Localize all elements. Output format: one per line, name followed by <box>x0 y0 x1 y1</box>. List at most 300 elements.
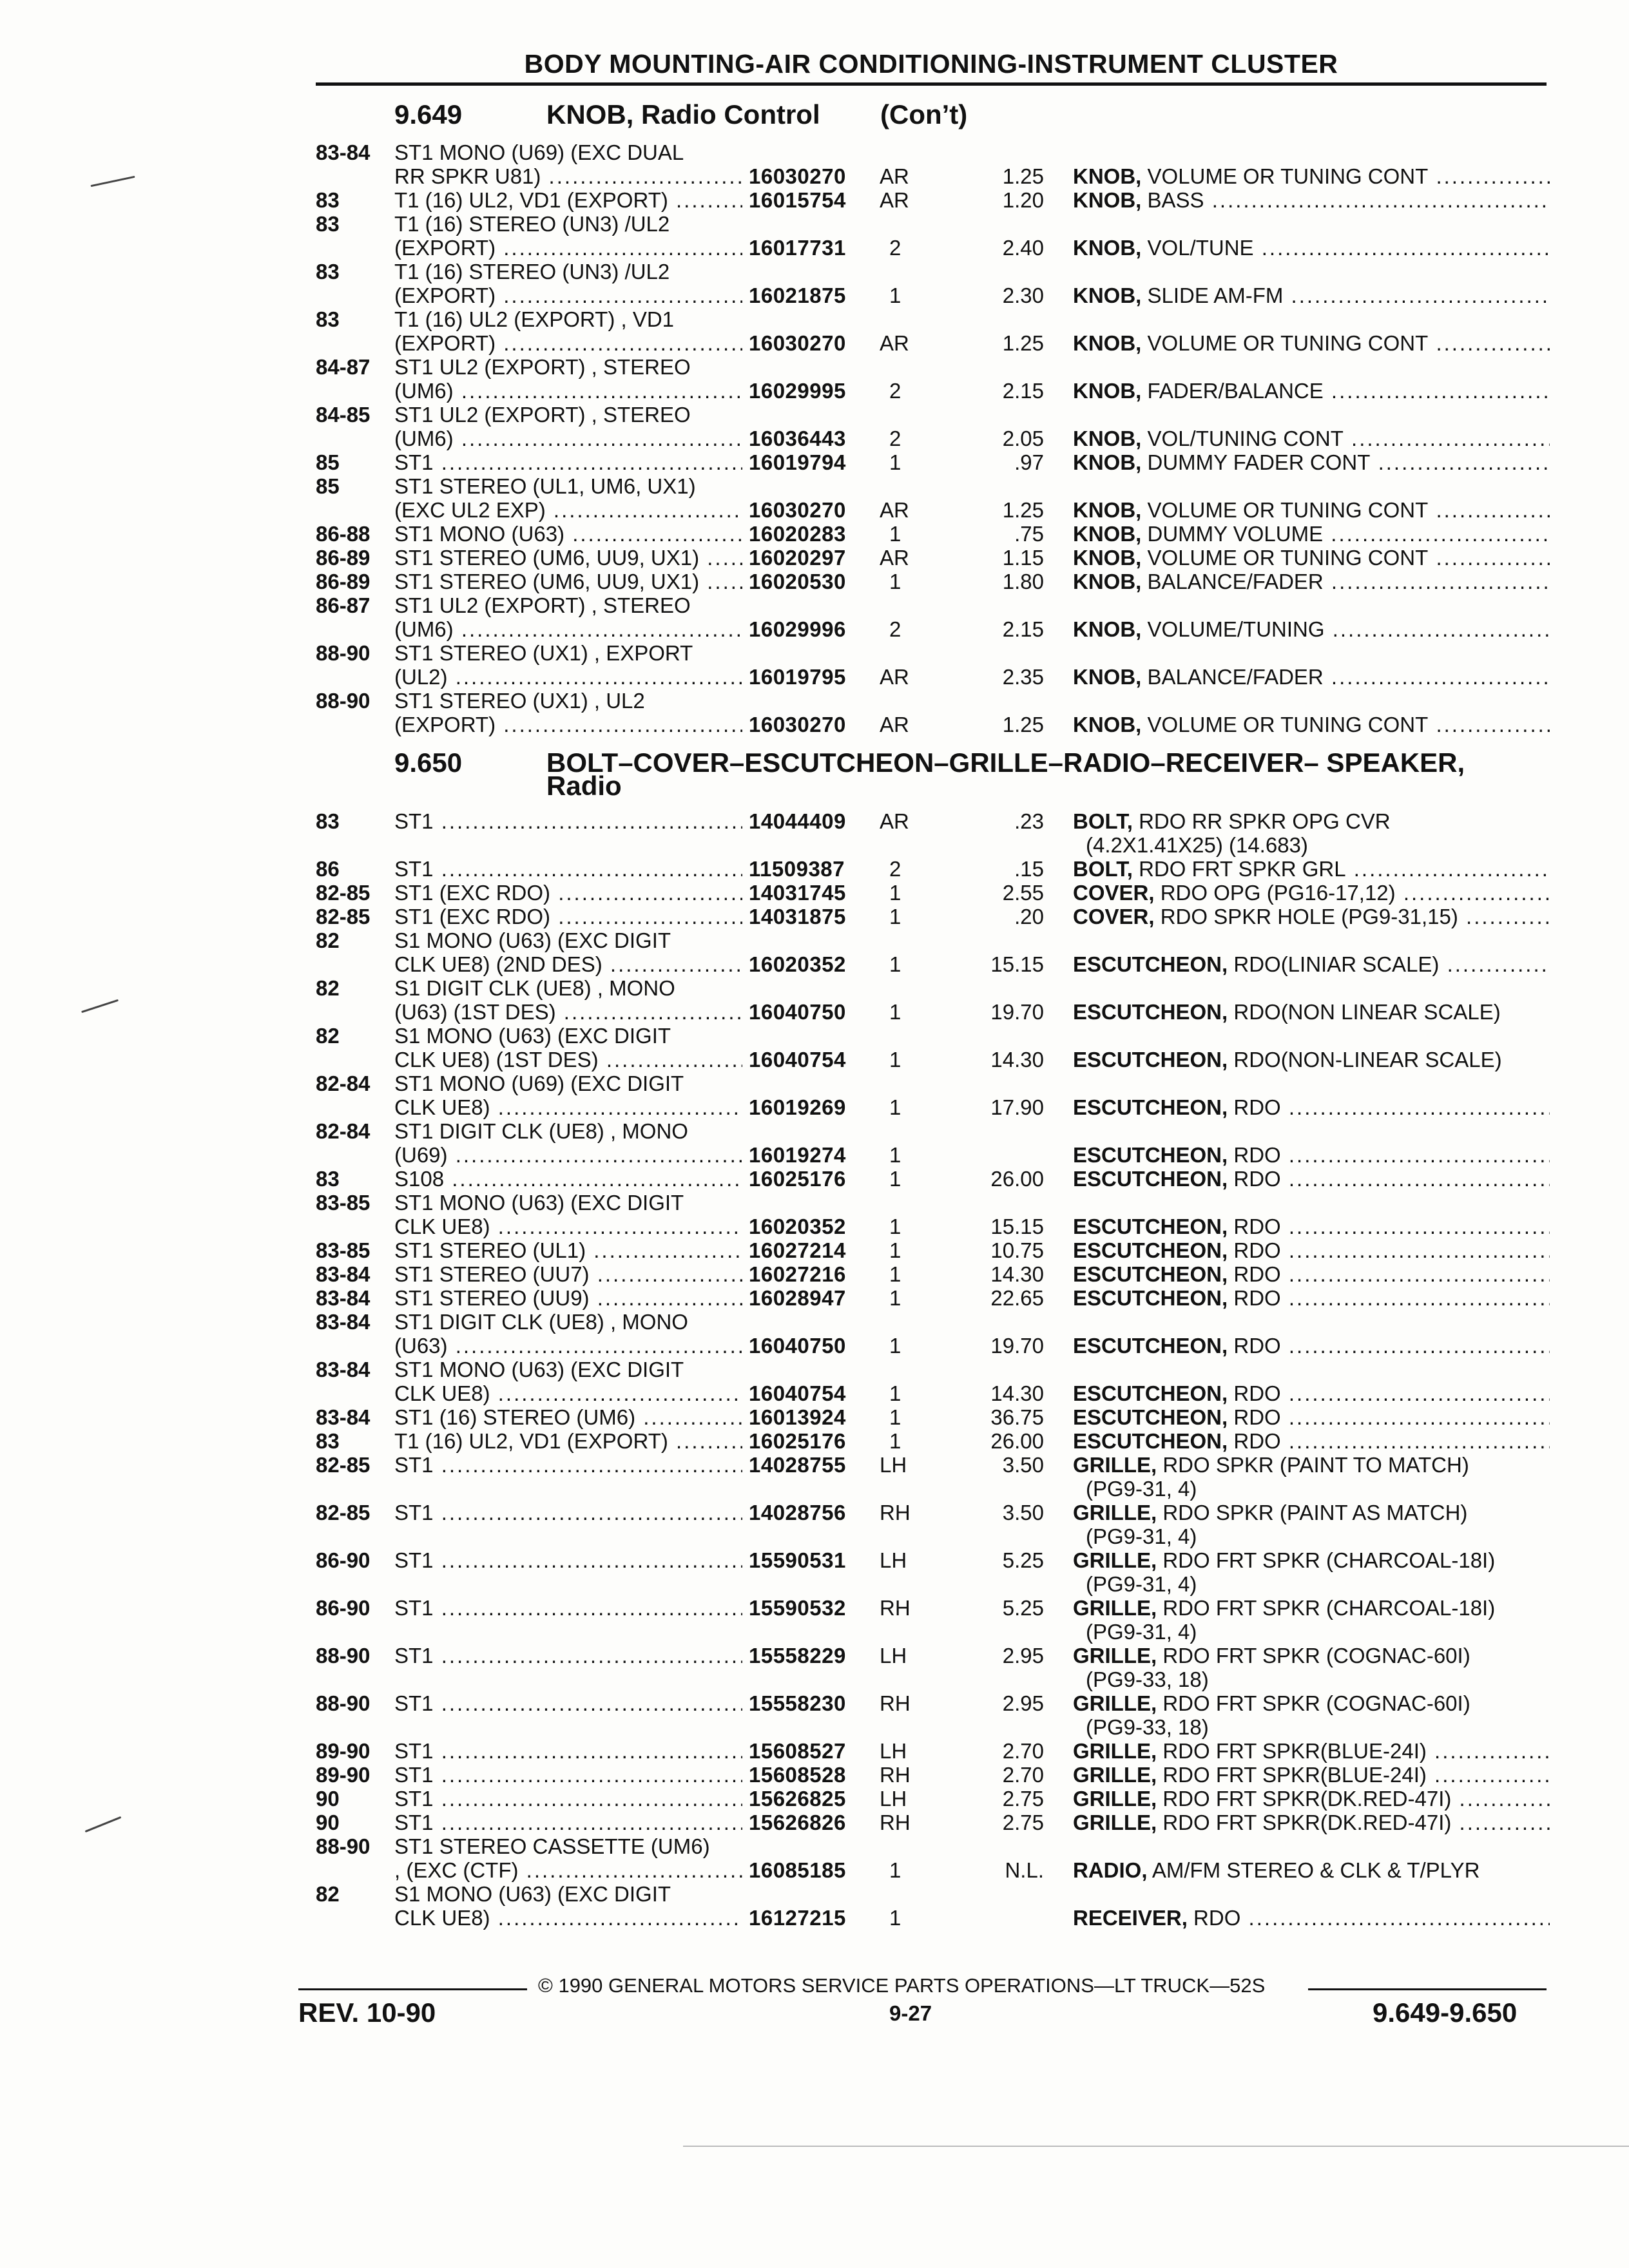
model-year: 83-84 <box>316 1286 371 1310</box>
quantity: 2 <box>889 617 901 641</box>
table-row <box>0 570 1629 593</box>
part-category: KNOB, <box>1073 570 1142 593</box>
part-number: 14028756 <box>749 1501 846 1524</box>
list-price: 2.30 <box>1002 284 1044 307</box>
table-row <box>0 1596 1629 1620</box>
part-description: RDO(NON-LINEAR SCALE) <box>1233 1048 1502 1072</box>
application-desc: (UL2) ..... <box>394 665 742 689</box>
application-desc: T1 (16) STEREO (UN3) /UL2 <box>394 212 670 236</box>
part-category: COVER, <box>1073 905 1155 928</box>
table-row <box>0 881 1629 905</box>
part-name <box>1073 1381 1550 1405</box>
part-description: RDO FRT SPKR (CHARCOAL-18I) <box>1162 1596 1496 1620</box>
part-category: ESCUTCHEON, <box>1073 1143 1228 1167</box>
part-category: KNOB, <box>1073 427 1142 450</box>
model-year: 88-90 <box>316 641 371 665</box>
application-desc: ST1 STEREO (UU7) ..... <box>394 1262 742 1286</box>
quantity: AR <box>880 188 909 212</box>
part-number: 14028755 <box>749 1453 846 1477</box>
list-price: 26.00 <box>990 1429 1044 1453</box>
header-rule <box>316 82 1547 86</box>
list-price: 19.70 <box>990 1000 1044 1024</box>
quantity: 1 <box>889 1405 901 1429</box>
table-row <box>0 284 1629 307</box>
table-row <box>0 355 1629 379</box>
list-price: .20 <box>1014 905 1044 928</box>
table-row <box>0 1143 1629 1167</box>
table-row <box>0 427 1629 450</box>
application-desc: ST1 STEREO (UL1) ..... <box>394 1238 742 1262</box>
model-year: 82-84 <box>316 1072 371 1095</box>
part-name <box>1073 1334 1550 1358</box>
part-description: (PG9-31, 4) <box>1086 1620 1197 1644</box>
table-row <box>0 1381 1629 1405</box>
application-desc: ST1 DIGIT CLK (UE8) , MONO <box>394 1119 688 1143</box>
model-year: 86-89 <box>316 570 371 593</box>
application-desc: S1 DIGIT CLK (UE8) , MONO <box>394 976 675 1000</box>
quantity: 1 <box>889 1262 901 1286</box>
part-description: (PG9-33, 18) <box>1086 1667 1209 1691</box>
application-desc: S1 MONO (U63) (EXC DIGIT <box>394 1024 671 1048</box>
part-name <box>1073 905 1550 928</box>
list-price: 14.30 <box>990 1048 1044 1072</box>
part-description: VOL/TUNE <box>1147 236 1254 260</box>
quantity: 1 <box>889 881 901 905</box>
list-price: 15.15 <box>990 1215 1044 1238</box>
model-year: 83-85 <box>316 1238 371 1262</box>
table-row <box>0 1358 1629 1381</box>
application-desc: ST1 (EXC RDO) ..... <box>394 881 742 905</box>
quantity: 2 <box>889 236 901 260</box>
list-price: 2.15 <box>1002 617 1044 641</box>
part-description: VOLUME OR TUNING CONT <box>1147 546 1429 570</box>
application-desc: ST1 ..... <box>394 1787 742 1811</box>
list-price: 2.40 <box>1002 236 1044 260</box>
quantity: LH <box>880 1644 907 1667</box>
list-price: 5.25 <box>1002 1548 1044 1572</box>
part-number: 16020352 <box>749 952 846 976</box>
table-row <box>0 450 1629 474</box>
part-number: 11509387 <box>749 857 845 881</box>
table-row <box>0 1667 1629 1691</box>
part-number: 16020297 <box>749 546 846 570</box>
application-desc: ST1 MONO (U63) (EXC DIGIT <box>394 1358 684 1381</box>
part-name <box>1073 236 1550 260</box>
part-description: RDO <box>1233 1167 1281 1191</box>
table-row <box>0 140 1629 164</box>
part-description: RDO RR SPKR OPG CVR <box>1139 809 1391 833</box>
part-category: BOLT, <box>1073 809 1133 833</box>
application-desc: (EXPORT) ..... <box>394 236 742 260</box>
model-year: 82 <box>316 1882 340 1906</box>
model-year: 86-89 <box>316 546 371 570</box>
section-name: KNOB, Radio Control <box>546 99 820 130</box>
model-year: 86-87 <box>316 593 371 617</box>
part-name <box>1073 1215 1550 1238</box>
quantity: AR <box>880 713 909 736</box>
part-category: KNOB, <box>1073 617 1142 641</box>
table-row <box>0 260 1629 284</box>
list-price: 26.00 <box>990 1167 1044 1191</box>
part-category: GRILLE, <box>1073 1644 1157 1667</box>
list-price: 1.25 <box>1002 164 1044 188</box>
part-description: RDO FRT SPKR GRL <box>1139 857 1346 881</box>
part-number: 16127215 <box>749 1906 846 1930</box>
part-name <box>1073 379 1550 403</box>
part-category: ESCUTCHEON, <box>1073 1429 1228 1453</box>
quantity: 1 <box>889 1381 901 1405</box>
list-price: 17.90 <box>990 1095 1044 1119</box>
part-name <box>1073 331 1550 355</box>
model-year: 82-85 <box>316 881 371 905</box>
application-desc: ST1 ..... <box>394 1548 742 1572</box>
model-year: 84-85 <box>316 403 371 427</box>
application-desc: ST1 ..... <box>394 1596 742 1620</box>
part-name <box>1073 1906 1550 1930</box>
part-description: BALANCE/FADER <box>1147 665 1324 689</box>
part-number: 16015754 <box>749 188 846 212</box>
part-description: DUMMY FADER CONT <box>1147 450 1371 474</box>
part-name <box>1073 1644 1550 1667</box>
part-description: RDO OPG (PG16-17,12) <box>1160 881 1396 905</box>
table-row <box>0 1858 1629 1882</box>
part-name <box>1073 450 1550 474</box>
part-number: 16020530 <box>749 570 846 593</box>
part-description: RDO <box>1233 1095 1281 1119</box>
quantity: 2 <box>889 857 901 881</box>
table-row <box>0 689 1629 713</box>
part-description: VOLUME OR TUNING CONT <box>1147 331 1429 355</box>
application-desc: CLK UE8) ..... <box>394 1215 742 1238</box>
quantity: 1 <box>889 1286 901 1310</box>
application-desc: CLK UE8) (2ND DES) ..... <box>394 952 742 976</box>
part-description: BASS <box>1147 188 1204 212</box>
part-category: ESCUTCHEON, <box>1073 1215 1228 1238</box>
quantity: 1 <box>889 1429 901 1453</box>
application-desc: CLK UE8) ..... <box>394 1381 742 1405</box>
application-desc: ST1 (EXC RDO) ..... <box>394 905 742 928</box>
part-description: RDO FRT SPKR(DK.RED-47I) <box>1162 1811 1452 1834</box>
quantity: 1 <box>889 1238 901 1262</box>
part-number: 16030270 <box>749 713 846 736</box>
table-row <box>0 833 1629 857</box>
quantity: 2 <box>889 427 901 450</box>
part-number: 16027214 <box>749 1238 846 1262</box>
application-desc: S108 ..... <box>394 1167 742 1191</box>
part-description: AM/FM STEREO & CLK & T/PLYR <box>1152 1858 1480 1882</box>
part-category: KNOB, <box>1073 498 1142 522</box>
model-year: 83 <box>316 260 340 284</box>
quantity: 1 <box>889 1048 901 1072</box>
part-category: KNOB, <box>1073 164 1142 188</box>
table-row <box>0 1191 1629 1215</box>
part-number: 15608527 <box>749 1739 846 1763</box>
part-description: VOLUME/TUNING <box>1147 617 1325 641</box>
application-desc: T1 (16) UL2 (EXPORT) , VD1 <box>394 307 675 331</box>
model-year: 84-87 <box>316 355 371 379</box>
model-year: 82-85 <box>316 905 371 928</box>
table-row <box>0 307 1629 331</box>
part-description: FADER/BALANCE <box>1147 379 1324 403</box>
table-row <box>0 1215 1629 1238</box>
model-year: 82-84 <box>316 1119 371 1143</box>
part-number: 16029995 <box>749 379 846 403</box>
application-desc: ST1 DIGIT CLK (UE8) , MONO <box>394 1310 688 1334</box>
part-number: 15608528 <box>749 1763 846 1787</box>
quantity: 1 <box>889 905 901 928</box>
table-row <box>0 1286 1629 1310</box>
model-year: 88-90 <box>316 1644 371 1667</box>
footer-rule-left <box>298 1988 527 1990</box>
quantity: LH <box>880 1548 907 1572</box>
part-number: 16036443 <box>749 427 846 450</box>
list-price: 19.70 <box>990 1334 1044 1358</box>
list-price: .97 <box>1014 450 1044 474</box>
application-desc: ST1 ..... <box>394 1453 742 1477</box>
section-name-continued: Radio <box>546 771 622 801</box>
table-row <box>0 498 1629 522</box>
table-row <box>0 641 1629 665</box>
table-row <box>0 474 1629 498</box>
model-year: 89-90 <box>316 1739 371 1763</box>
table-row <box>0 1095 1629 1119</box>
section-title-9-649 <box>394 99 1554 131</box>
part-name <box>1073 1739 1550 1763</box>
part-description: VOL/TUNING CONT <box>1147 427 1344 450</box>
part-description: VOLUME OR TUNING CONT <box>1147 498 1429 522</box>
model-year: 89-90 <box>316 1763 371 1787</box>
application-desc: S1 MONO (U63) (EXC DIGIT <box>394 1882 671 1906</box>
part-name <box>1073 1405 1550 1429</box>
model-year: 83-84 <box>316 1262 371 1286</box>
part-name <box>1086 1572 1563 1596</box>
part-category: ESCUTCHEON, <box>1073 1405 1228 1429</box>
part-number: 14044409 <box>749 809 846 833</box>
quantity: AR <box>880 331 909 355</box>
part-number: 16029996 <box>749 617 846 641</box>
part-category: KNOB, <box>1073 284 1142 307</box>
part-category: KNOB, <box>1073 713 1142 736</box>
part-category: KNOB, <box>1073 522 1142 546</box>
part-number: 16030270 <box>749 331 846 355</box>
table-row <box>0 1548 1629 1572</box>
part-category: GRILLE, <box>1073 1787 1157 1811</box>
part-description: VOLUME OR TUNING CONT <box>1147 164 1429 188</box>
table-row <box>0 1524 1629 1548</box>
list-price: 22.65 <box>990 1286 1044 1310</box>
application-desc: T1 (16) UL2, VD1 (EXPORT) ..... <box>394 188 742 212</box>
application-desc: ST1 STEREO (UX1) , UL2 <box>394 689 645 713</box>
table-row <box>0 1620 1629 1644</box>
part-name <box>1073 570 1550 593</box>
quantity: 2 <box>889 379 901 403</box>
table-row <box>0 1691 1629 1715</box>
model-year: 82 <box>316 1024 340 1048</box>
part-description: RDO SPKR (PAINT AS MATCH) <box>1162 1501 1468 1524</box>
model-year: 82-85 <box>316 1453 371 1477</box>
list-price: 1.15 <box>1002 546 1044 570</box>
table-row <box>0 1572 1629 1596</box>
application-desc: (U69) ..... <box>394 1143 742 1167</box>
part-category: KNOB, <box>1073 546 1142 570</box>
table-row <box>0 1405 1629 1429</box>
application-desc: ST1 (16) STEREO (UM6) ..... <box>394 1405 742 1429</box>
list-price: 1.25 <box>1002 498 1044 522</box>
part-description: RDO(LINIAR SCALE) <box>1233 952 1440 976</box>
part-category: ESCUTCHEON, <box>1073 1334 1228 1358</box>
part-number: 16040754 <box>749 1048 846 1072</box>
part-number: 16021875 <box>749 284 846 307</box>
part-number: 16085185 <box>749 1858 846 1882</box>
quantity: 1 <box>889 284 901 307</box>
application-desc: ST1 STEREO (UM6, UU9, UX1) ..... <box>394 570 742 593</box>
part-description: SLIDE AM-FM <box>1147 284 1284 307</box>
section-number: 9.650 <box>394 747 463 778</box>
application-desc: T1 (16) UL2, VD1 (EXPORT) ..... <box>394 1429 742 1453</box>
quantity: 1 <box>889 450 901 474</box>
list-price: 14.30 <box>990 1381 1044 1405</box>
part-number: 16028947 <box>749 1286 846 1310</box>
quantity: LH <box>880 1739 907 1763</box>
part-description: (PG9-33, 18) <box>1086 1715 1209 1739</box>
application-desc: ST1 STEREO (UM6, UU9, UX1) ..... <box>394 546 742 570</box>
table-row <box>0 546 1629 570</box>
table-row <box>0 1048 1629 1072</box>
section-continued: (Con’t) <box>880 99 968 130</box>
model-year: 88-90 <box>316 1834 371 1858</box>
application-desc: (EXPORT) ..... <box>394 713 742 736</box>
part-name <box>1073 1858 1550 1882</box>
part-number: 15626825 <box>749 1787 846 1811</box>
application-desc: (EXPORT) ..... <box>394 284 742 307</box>
part-category: ESCUTCHEON, <box>1073 1238 1228 1262</box>
part-name <box>1073 164 1550 188</box>
part-description: RDO(NON LINEAR SCALE) <box>1233 1000 1501 1024</box>
part-name <box>1073 665 1550 689</box>
table-row <box>0 952 1629 976</box>
application-desc: ST1 STEREO (UU9) ..... <box>394 1286 742 1310</box>
part-name <box>1073 1811 1550 1834</box>
application-desc: RR SPKR U81) ..... <box>394 164 742 188</box>
part-name <box>1073 713 1550 736</box>
part-description: RDO FRT SPKR (COGNAC-60I) <box>1162 1691 1470 1715</box>
table-row <box>0 379 1629 403</box>
list-price: 2.70 <box>1002 1763 1044 1787</box>
table-row <box>0 1906 1629 1930</box>
part-category: ESCUTCHEON, <box>1073 1262 1228 1286</box>
part-category: ESCUTCHEON, <box>1073 1286 1228 1310</box>
part-name <box>1073 522 1550 546</box>
part-category: GRILLE, <box>1073 1596 1157 1620</box>
part-number: 14031875 <box>749 905 846 928</box>
model-year: 90 <box>316 1787 340 1811</box>
list-price: 2.75 <box>1002 1787 1044 1811</box>
part-name <box>1073 1548 1550 1572</box>
quantity: 1 <box>889 522 901 546</box>
part-name <box>1073 284 1550 307</box>
table-row <box>0 1310 1629 1334</box>
part-name <box>1073 1763 1550 1787</box>
application-desc: S1 MONO (U63) (EXC DIGIT <box>394 928 671 952</box>
list-price: 2.95 <box>1002 1691 1044 1715</box>
table-row <box>0 1715 1629 1739</box>
quantity: RH <box>880 1596 911 1620</box>
part-category: GRILLE, <box>1073 1811 1157 1834</box>
part-category: KNOB, <box>1073 379 1142 403</box>
part-category: KNOB, <box>1073 331 1142 355</box>
part-category: COVER, <box>1073 881 1155 905</box>
part-name <box>1073 1143 1550 1167</box>
table-row <box>0 1262 1629 1286</box>
quantity: 1 <box>889 952 901 976</box>
model-year: 90 <box>316 1811 340 1834</box>
part-name <box>1073 427 1550 450</box>
section-title-9-650 <box>394 747 1554 805</box>
application-desc: (EXC UL2 EXP) ..... <box>394 498 742 522</box>
model-year: 83 <box>316 307 340 331</box>
table-row <box>0 976 1629 1000</box>
part-description: RDO FRT SPKR (CHARCOAL-18I) <box>1162 1548 1496 1572</box>
application-desc: (U63) ..... <box>394 1334 742 1358</box>
part-name <box>1086 1715 1563 1739</box>
quantity: 1 <box>889 1858 901 1882</box>
part-number: 15558229 <box>749 1644 846 1667</box>
scan-rule <box>683 2146 1629 2147</box>
table-row <box>0 1739 1629 1763</box>
table-row <box>0 857 1629 881</box>
part-number: 15590532 <box>749 1596 846 1620</box>
part-category: ESCUTCHEON, <box>1073 1167 1228 1191</box>
part-name <box>1073 1501 1550 1524</box>
table-row <box>0 1072 1629 1095</box>
list-price: .23 <box>1014 809 1044 833</box>
part-name <box>1073 1691 1550 1715</box>
model-year: 86-88 <box>316 522 371 546</box>
application-desc: CLK UE8) ..... <box>394 1095 742 1119</box>
part-name <box>1086 1524 1563 1548</box>
part-description: RDO <box>1233 1405 1281 1429</box>
application-desc: (UM6) ..... <box>394 427 742 450</box>
part-number: 16019274 <box>749 1143 846 1167</box>
model-year: 83-84 <box>316 1358 371 1381</box>
part-name <box>1073 1048 1550 1072</box>
part-number: 16013924 <box>749 1405 846 1429</box>
part-number: 16027216 <box>749 1262 846 1286</box>
table-row <box>0 212 1629 236</box>
part-name <box>1073 188 1550 212</box>
part-number: 16020283 <box>749 522 846 546</box>
table-row <box>0 1501 1629 1524</box>
application-desc: T1 (16) STEREO (UN3) /UL2 <box>394 260 670 284</box>
part-description: RDO <box>1193 1906 1241 1930</box>
part-description: RDO FRT SPKR(DK.RED-47I) <box>1162 1787 1452 1811</box>
part-number: 16025176 <box>749 1167 846 1191</box>
part-number: 15590531 <box>749 1548 846 1572</box>
part-category: ESCUTCHEON, <box>1073 952 1228 976</box>
list-price: 2.70 <box>1002 1739 1044 1763</box>
part-name <box>1086 1620 1563 1644</box>
part-name <box>1086 1667 1563 1691</box>
part-name <box>1086 833 1563 857</box>
list-price: .75 <box>1014 522 1044 546</box>
table-row <box>0 1644 1629 1667</box>
part-description: RDO <box>1233 1215 1281 1238</box>
list-price: 2.55 <box>1002 881 1044 905</box>
model-year: 83 <box>316 1429 340 1453</box>
application-desc: ST1 ..... <box>394 450 742 474</box>
application-desc: CLK UE8) ..... <box>394 1906 742 1930</box>
list-price: 2.75 <box>1002 1811 1044 1834</box>
